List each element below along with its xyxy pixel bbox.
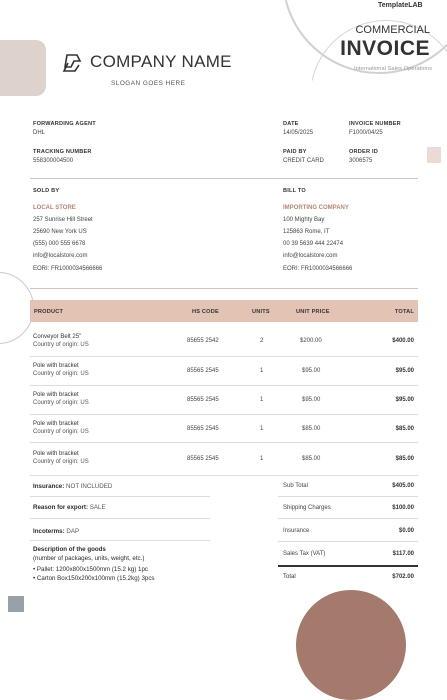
- tracking-label: TRACKING NUMBER: [33, 149, 92, 155]
- shipping-value: $100.00: [392, 505, 414, 511]
- date-value: 14/05/2025: [283, 130, 314, 136]
- totals-divider: [278, 518, 418, 519]
- row-divider: [30, 442, 418, 443]
- sold-by-line: 25690 New York US: [33, 229, 87, 235]
- forwarding-agent-label: FORWARDING AGENT: [33, 121, 96, 127]
- tax-value: $117.00: [392, 551, 414, 557]
- order-id-label: ORDER ID: [349, 149, 378, 155]
- row-divider: [30, 414, 418, 415]
- totals-divider: [278, 496, 418, 497]
- goods-label: Description of the goods: [33, 546, 106, 553]
- subtotal-label: Sub Total: [283, 483, 308, 489]
- row-unit-price: $200.00: [300, 338, 322, 344]
- totals-divider: [278, 541, 418, 542]
- row-total: $400.00: [392, 338, 414, 344]
- paid-by-label: PAID BY: [283, 149, 307, 155]
- row-origin: Country of origin: US: [33, 400, 89, 406]
- shipping-label: Shipping Charges: [283, 505, 331, 511]
- total-label: Total: [283, 574, 296, 580]
- sold-by-line: (555) 000 555 6678: [33, 241, 86, 247]
- bill-to-line: 100 Mighty Bay: [283, 217, 325, 223]
- insurance-line: [33, 483, 112, 491]
- title-line1: COMMERCIAL: [355, 24, 430, 36]
- title-line2: INVOICE: [340, 37, 430, 60]
- goods-sub: (number of packages, units, weight, etc.): [33, 555, 145, 562]
- decor-top-left-block: [0, 40, 46, 96]
- paid-by-value: CREDIT CARD: [283, 158, 324, 164]
- subtotal-value: $405.00: [392, 483, 414, 489]
- row-product: Pole with bracket: [33, 392, 79, 398]
- bill-to-line: EORI: FR1000034566666: [283, 266, 353, 272]
- forwarding-agent-value: DHL: [33, 130, 46, 136]
- sold-by-line: info@localstore.com: [33, 253, 88, 259]
- details-divider: [30, 496, 210, 497]
- decor-right-square: [427, 147, 441, 163]
- row-unit-price: $85.00: [302, 456, 321, 462]
- total-divider: [278, 565, 418, 567]
- row-divider: [30, 385, 418, 386]
- insurance-label: Insurance:: [33, 483, 65, 490]
- tracking-value: 558300004500: [33, 158, 74, 164]
- insurance-total-value: $0.00: [398, 528, 414, 534]
- company-slogan: SLOGAN GOES HERE: [111, 80, 186, 87]
- sold-by-line: 257 Sunrise Hill Street: [33, 217, 93, 223]
- row-hs: 85655 2542: [187, 338, 219, 344]
- total-value: $702.00: [392, 574, 414, 580]
- bill-to-line: info@localstore.com: [283, 253, 338, 259]
- row-units: 1: [260, 397, 264, 403]
- row-origin: Country of origin: US: [33, 429, 89, 435]
- details-divider: [30, 540, 210, 541]
- divider-meta: [30, 178, 418, 179]
- company-logo-icon: [61, 52, 83, 74]
- row-hs: 85565 2545: [187, 456, 219, 462]
- row-total: $85.00: [395, 426, 414, 432]
- bill-to-line: 125863 Rome, IT: [283, 229, 330, 235]
- row-hs: 85565 2545: [187, 426, 219, 432]
- sold-by-label: SOLD BY: [33, 188, 60, 194]
- row-origin: Country of origin: US: [33, 459, 89, 465]
- row-unit-price: $95.00: [302, 397, 321, 403]
- row-hs: 85565 2545: [187, 397, 219, 403]
- row-unit-price: $85.00: [302, 426, 321, 432]
- reason-line: [33, 504, 106, 512]
- decor-left-arc: [0, 272, 34, 344]
- table-header-units: UNITS: [252, 309, 270, 315]
- incoterms-value: DAP: [66, 528, 80, 535]
- row-divider: [30, 356, 418, 357]
- invoice-number-label: INVOICE NUMBER: [349, 121, 401, 127]
- row-total: $95.00: [395, 397, 414, 403]
- row-units: 1: [260, 456, 264, 462]
- bill-to-label: BILL TO: [283, 188, 306, 194]
- table-header-product: PRODUCT: [34, 309, 64, 315]
- table-header-hs: HS CODE: [192, 309, 219, 315]
- sold-by-line: EORI: FR1000034566666: [33, 266, 103, 272]
- decor-bottom-right-blob: [296, 590, 406, 700]
- insurance-value: NOT INCLUDED: [66, 483, 113, 490]
- brand-badge: [378, 2, 444, 14]
- row-product: Pole with bracket: [33, 421, 79, 427]
- goods-item: • Pallet: 1200x800x1500mm (15.2 kg) 1pc: [33, 566, 148, 573]
- details-divider: [30, 518, 210, 519]
- row-units: 1: [260, 368, 264, 374]
- row-product: Conveyor Belt 25": [33, 334, 82, 340]
- tax-label: Sales Tax (VAT): [283, 551, 326, 557]
- row-total: $85.00: [395, 456, 414, 462]
- reason-value: SALE: [89, 504, 106, 511]
- row-divider: [30, 475, 418, 476]
- invoice-number-value: F1000/04/25: [349, 130, 383, 136]
- title-subtitle: International Sales Operations: [354, 66, 432, 72]
- date-label: DATE: [283, 121, 299, 127]
- brand-badge-text: TemplateLAB: [378, 2, 423, 9]
- goods-item: • Carton Box150x200x100mm (15.2kg) 3pcs: [33, 575, 155, 582]
- row-product: Pole with bracket: [33, 363, 79, 369]
- incoterms-label: Incoterms:: [33, 528, 65, 535]
- row-origin: Country of origin: US: [33, 342, 89, 348]
- incoterms-line: [33, 528, 79, 536]
- row-product: Pole with bracket: [33, 451, 79, 457]
- order-id-value: 3006575: [349, 158, 373, 164]
- bill-to-line: 00 39 5639 444 22474: [283, 241, 344, 247]
- row-hs: 85565 2545: [187, 368, 219, 374]
- row-unit-price: $95.00: [302, 368, 321, 374]
- table-header-unit-price: UNIT PRICE: [296, 309, 330, 315]
- insurance-total-label: Insurance: [283, 528, 310, 534]
- row-total: $95.00: [395, 368, 414, 374]
- company-name: COMPANY NAME: [90, 52, 232, 71]
- divider-parties: [30, 288, 418, 289]
- decor-bottom-left-square: [8, 596, 24, 612]
- row-units: 2: [260, 338, 264, 344]
- sold-by-name: LOCAL STORE: [33, 205, 76, 211]
- row-origin: Country of origin: US: [33, 371, 89, 377]
- reason-label: Reason for export:: [33, 504, 89, 511]
- row-units: 1: [260, 426, 264, 432]
- table-header-total: TOTAL: [394, 309, 414, 315]
- bill-to-name: IMPORTING COMPANY: [283, 205, 349, 211]
